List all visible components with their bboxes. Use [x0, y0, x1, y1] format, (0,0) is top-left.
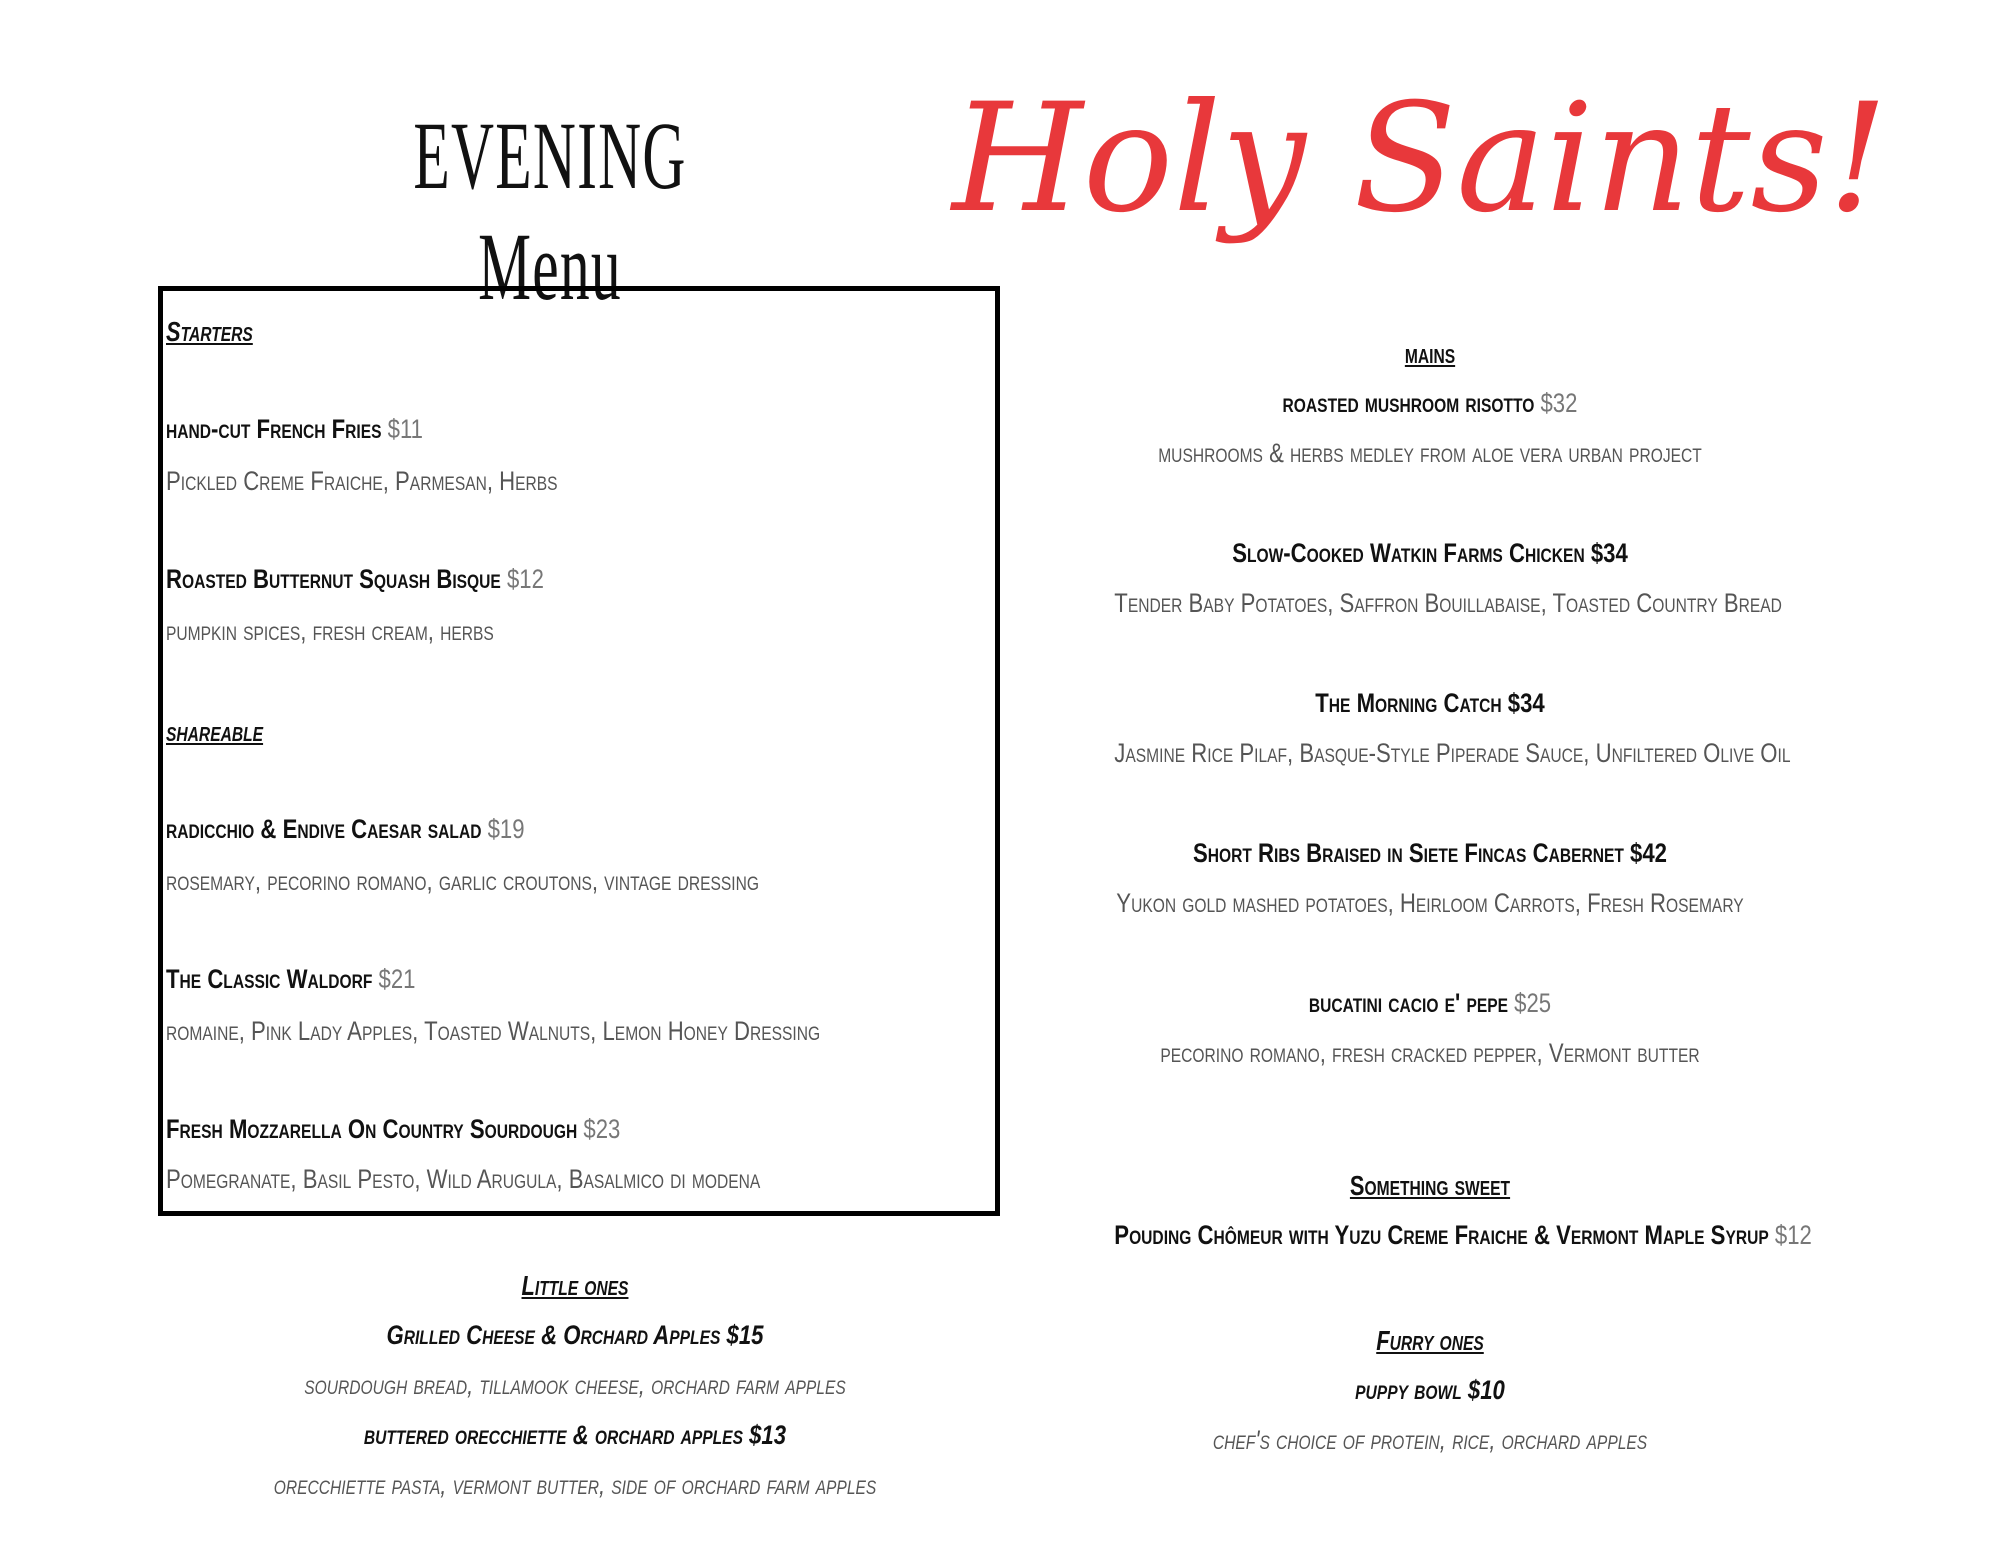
- section-heading-furry-ones: Furry ones: [1376, 1325, 1484, 1356]
- item-name: radicchio & Endive Caesar salad: [166, 814, 482, 844]
- item-price: $19: [487, 814, 525, 844]
- item-description: romaine, Pink Lady Apples, Toasted Walnuts, Lemon Honey Dressing: [166, 1016, 821, 1046]
- item-price: $11: [387, 414, 423, 444]
- section-heading-shareable: shareable: [166, 716, 264, 747]
- item-description: sourdough bread, tillamook cheese, orchard farm apples: [304, 1370, 846, 1400]
- item-name: buttered orecchiette & orchard apples: [363, 1420, 743, 1450]
- item-name: Slow-Cooked Watkin Farms Chicken: [1232, 538, 1585, 568]
- menu-item: [251, 1420, 899, 1451]
- item-description: pumpkin spices, fresh cream, herbs: [166, 616, 494, 646]
- item-description: chef's choice of protein, rice, orchard apples: [1212, 1425, 1648, 1455]
- item-name: Short Ribs Braised in Siete Fincas Cabernet: [1192, 838, 1624, 868]
- menu-item: [1114, 538, 1745, 569]
- item-name: puppy bowl: [1355, 1375, 1462, 1405]
- menu-item: [1114, 1375, 1745, 1406]
- item-name: The Morning Catch: [1315, 688, 1502, 718]
- item-description: Pomegranate, Basil Pesto, Wild Arugula, Basalmico di modena: [166, 1164, 761, 1194]
- item-price: $21: [378, 964, 416, 994]
- item-description: Tender Baby Potatoes, Saffron Bouillabaise, Toasted Country Bread: [1114, 588, 1782, 618]
- item-price: $34: [1507, 688, 1545, 718]
- menu-item: [251, 1320, 899, 1351]
- brand-name: Holy Saints!: [952, 72, 1888, 246]
- item-price: $25: [1514, 988, 1552, 1018]
- item-description: pecorino romano, fresh cracked pepper, Vermont butter: [1160, 1038, 1700, 1068]
- menu-title: EVENING Menu: [413, 102, 687, 320]
- menu-item: [1114, 388, 1745, 419]
- item-price: $12: [1774, 1220, 1812, 1250]
- item-price: $32: [1540, 388, 1578, 418]
- menu-item: [1114, 1220, 1812, 1251]
- item-name: bucatini cacio e' pepe: [1308, 988, 1509, 1018]
- item-price: $42: [1630, 838, 1668, 868]
- menu-item: [1114, 988, 1745, 1019]
- section-heading-little-ones: Little ones: [521, 1270, 629, 1301]
- menu-item: [1114, 838, 1745, 869]
- item-description: Yukon gold mashed potatoes, Heirloom Carrots, Fresh Rosemary: [1116, 888, 1744, 918]
- menu-item: [166, 814, 525, 845]
- menu-item: [166, 1114, 620, 1145]
- item-price: $10: [1467, 1375, 1505, 1405]
- item-name: roasted mushroom risotto: [1282, 388, 1535, 418]
- section-heading-starters: Starters: [166, 316, 253, 347]
- item-name: The Classic Waldorf: [166, 964, 373, 994]
- item-price: $15: [726, 1320, 764, 1350]
- item-price: $12: [506, 564, 544, 594]
- item-name: Grilled Cheese & Orchard Apples: [386, 1320, 721, 1350]
- item-description: Pickled Creme Fraiche, Parmesan, Herbs: [166, 466, 558, 496]
- brand-logo: [952, 20, 1888, 290]
- item-name: Fresh Mozzarella On Country Sourdough: [166, 1114, 578, 1144]
- menu-item: [1114, 688, 1745, 719]
- menu-item: [166, 414, 423, 445]
- item-description: orecchiette pasta, vermont butter, side of orchard farm apples: [273, 1470, 877, 1500]
- menu-item: [166, 564, 544, 595]
- item-name: Pouding Chômeur with Yuzu Creme Fraiche & Vermont Maple Syrup: [1114, 1220, 1769, 1250]
- section-heading-mains: mains: [1404, 338, 1456, 369]
- item-price: $34: [1590, 538, 1628, 568]
- menu-item: [166, 964, 416, 995]
- item-description: rosemary, pecorino romano, garlic croutons, vintage dressing: [166, 866, 759, 896]
- item-name: Roasted Butternut Squash Bisque: [166, 564, 501, 594]
- section-heading-something-sweet: Something sweet: [1349, 1170, 1511, 1201]
- item-price: $13: [749, 1420, 787, 1450]
- item-price: $23: [583, 1114, 621, 1144]
- item-description: mushrooms & herbs medley from aloe vera urban project: [1158, 438, 1702, 468]
- item-description: Jasmine Rice Pilaf, Basque-Style Piperade Sauce, Unfiltered Olive Oil: [1114, 738, 1791, 768]
- item-name: hand-cut French Fries: [166, 414, 382, 444]
